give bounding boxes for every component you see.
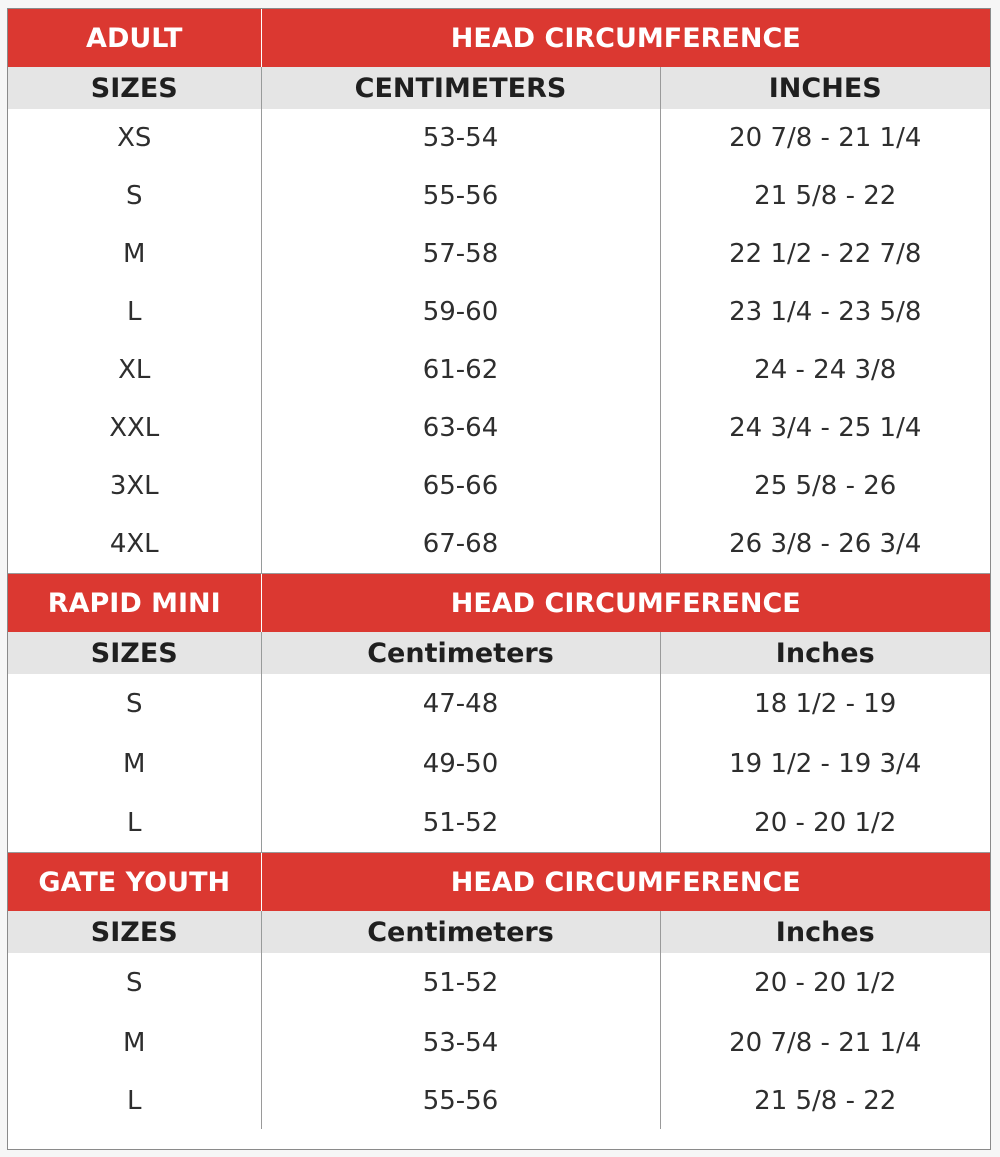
centimeters-cell: 67-68 [261, 515, 660, 574]
centimeters-cell: 61-62 [261, 341, 660, 399]
section-title: ADULT [8, 9, 261, 67]
inches-cell: 24 3/4 - 25 1/4 [660, 399, 990, 457]
inches-cell: 24 - 24 3/8 [660, 341, 990, 399]
sizes-header: SIZES [8, 632, 261, 674]
column-header-row [8, 911, 990, 953]
table-row [8, 341, 990, 399]
inches-cell: 20 7/8 - 21 1/4 [660, 1013, 990, 1073]
table-row [8, 457, 990, 515]
table-row [8, 109, 990, 167]
inches-cell: 20 - 20 1/2 [660, 953, 990, 1013]
section-title: RAPID MINI [8, 574, 261, 633]
centimeters-cell: 47-48 [261, 674, 660, 734]
inches-cell: 21 5/8 - 22 [660, 1073, 990, 1129]
size-cell: S [125, 689, 143, 719]
head-circumference-label: HEAD CIRCUMFERENCE [261, 574, 990, 633]
centimeters-cell: 53-54 [261, 1013, 660, 1073]
inches-cell: 20 7/8 - 21 1/4 [660, 109, 990, 167]
centimeters-cell: 57-58 [261, 225, 660, 283]
inches-header: Inches [660, 632, 990, 674]
inches-header: Inches [660, 911, 990, 953]
centimeters-cell: 51-52 [261, 953, 660, 1013]
table-row [8, 734, 990, 794]
size-cell: L [127, 297, 142, 327]
section-header-rapid-mini [8, 574, 990, 633]
size-cell: XS [117, 123, 152, 153]
size-chart [7, 8, 991, 1150]
size-cell: L [127, 808, 142, 838]
inches-cell: 18 1/2 - 19 [660, 674, 990, 734]
size-cell: XXL [109, 413, 160, 443]
table-row [8, 794, 990, 853]
table-row [8, 1073, 990, 1129]
centimeters-cell: 63-64 [261, 399, 660, 457]
table-row [8, 674, 990, 734]
centimeters-cell: 65-66 [261, 457, 660, 515]
size-cell: L [127, 1086, 142, 1116]
size-cell: M [123, 239, 146, 269]
size-cell: S [125, 181, 143, 211]
section-title: GATE YOUTH [8, 853, 261, 912]
size-cell: S [125, 968, 143, 998]
table-row [8, 1013, 990, 1073]
table-row [8, 399, 990, 457]
size-chart-table [8, 9, 990, 1129]
centimeters-header: CENTIMETERS [261, 67, 660, 109]
sizes-header: SIZES [8, 911, 261, 953]
centimeters-cell: 55-56 [261, 167, 660, 225]
table-row [8, 283, 990, 341]
table-row [8, 515, 990, 574]
table-row [8, 953, 990, 1013]
size-cell: M [123, 1028, 146, 1058]
inches-cell: 20 - 20 1/2 [660, 794, 990, 853]
column-header-row [8, 67, 990, 109]
inches-cell: 21 5/8 - 22 [660, 167, 990, 225]
inches-cell: 26 3/8 - 26 3/4 [660, 515, 990, 574]
inches-cell: 19 1/2 - 19 3/4 [660, 734, 990, 794]
size-cell: 4XL [109, 529, 159, 559]
centimeters-cell: 59-60 [261, 283, 660, 341]
inches-header: INCHES [660, 67, 990, 109]
head-circumference-label: HEAD CIRCUMFERENCE [261, 853, 990, 912]
head-circumference-label: HEAD CIRCUMFERENCE [261, 9, 990, 67]
column-header-row [8, 632, 990, 674]
centimeters-cell: 53-54 [261, 109, 660, 167]
inches-cell: 25 5/8 - 26 [660, 457, 990, 515]
centimeters-cell: 49-50 [261, 734, 660, 794]
centimeters-header: Centimeters [261, 911, 660, 953]
size-cell: 3XL [109, 471, 159, 501]
table-row [8, 225, 990, 283]
table-row [8, 167, 990, 225]
inches-cell: 22 1/2 - 22 7/8 [660, 225, 990, 283]
size-cell: M [123, 749, 146, 779]
section-header-gate-youth [8, 853, 990, 912]
centimeters-cell: 55-56 [261, 1073, 660, 1129]
size-cell: XL [118, 355, 151, 385]
centimeters-header: Centimeters [261, 632, 660, 674]
centimeters-cell: 51-52 [261, 794, 660, 853]
sizes-header: SIZES [8, 67, 261, 109]
inches-cell: 23 1/4 - 23 5/8 [660, 283, 990, 341]
section-header-adult [8, 9, 990, 67]
